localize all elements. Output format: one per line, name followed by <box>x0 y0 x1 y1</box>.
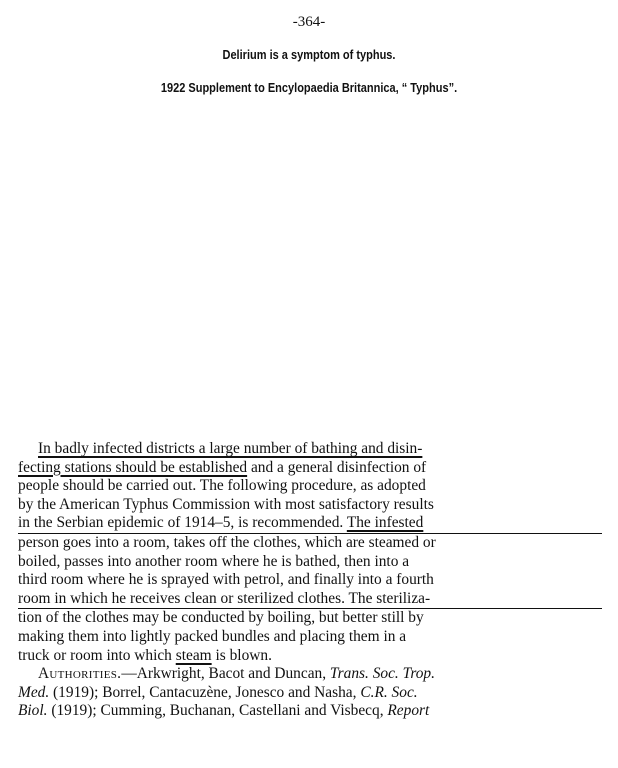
page-number: -364- <box>292 14 326 30</box>
excerpt-line: by the American Typhus Commission with most satisfactory results <box>18 495 434 513</box>
excerpt-line: making them into lightly packed bundles and placing them in a <box>18 627 407 645</box>
excerpt-text: in the Serbian epidemic of 1914–5, is recommended. <box>18 514 347 532</box>
excerpt-line <box>18 590 602 609</box>
heading-source: 1922 Supplement to Encylopaedia Britannica, “ Typhus”. <box>160 81 458 95</box>
excerpt-line: tion of the clothes may be conducted by boiling, but better still by <box>18 609 424 627</box>
excerpt-line <box>18 459 602 478</box>
excerpt-line <box>18 665 602 684</box>
excerpt-line <box>18 514 602 533</box>
excerpt-text: room in which he receives clean or sterilized clothes. <box>18 589 345 607</box>
excerpt-text: is blown. <box>211 646 272 664</box>
excerpt-line: boiled, passes into another room where he is bathed, then into a <box>18 552 410 570</box>
excerpt-text: and a general disinfection of <box>247 458 427 476</box>
authorities-label: Authorities. <box>38 665 122 683</box>
excerpt-line <box>18 440 602 459</box>
citation-title: Trans. Soc. Trop. <box>329 665 435 683</box>
heading-claim: Delirium is a symptom of typhus. <box>222 48 396 62</box>
excerpt-text: —Arkwright, Bacot and Duncan, <box>121 665 330 683</box>
excerpt-line <box>18 684 602 703</box>
citation-title: C.R. Soc. <box>360 683 418 701</box>
excerpt-line <box>18 702 602 721</box>
underlined-passage: fecting stations should be established <box>18 458 248 476</box>
underlined-passage: The infested <box>346 514 424 532</box>
excerpt-line <box>18 647 602 666</box>
boxed-passage <box>18 533 602 609</box>
excerpt-text: (1919); Cumming, Buchanan, Castellani and Visbecq, <box>47 702 388 720</box>
encyclopedia-excerpt <box>18 440 602 721</box>
excerpt-text: The steriliza- <box>344 589 431 607</box>
excerpt-text: truck or room into which <box>18 646 176 664</box>
citation-title: Report <box>387 702 430 720</box>
excerpt-line: third room where he is sprayed with petrol, and finally into a fourth <box>18 571 434 589</box>
excerpt-text: (1919); Borrel, Cantacuzène, Jonesco and Nasha, <box>49 683 361 701</box>
underlined-passage: In badly infected districts a large number of bathing and disin- <box>38 440 423 457</box>
excerpt-line: person goes into a room, takes off the clothes, which are steamed or <box>18 533 436 551</box>
citation-title: Biol. <box>18 702 48 720</box>
excerpt-line: people should be carried out. The following procedure, as adopted <box>18 477 426 495</box>
citation-title: Med. <box>18 683 50 701</box>
underlined-word: steam <box>175 646 212 664</box>
